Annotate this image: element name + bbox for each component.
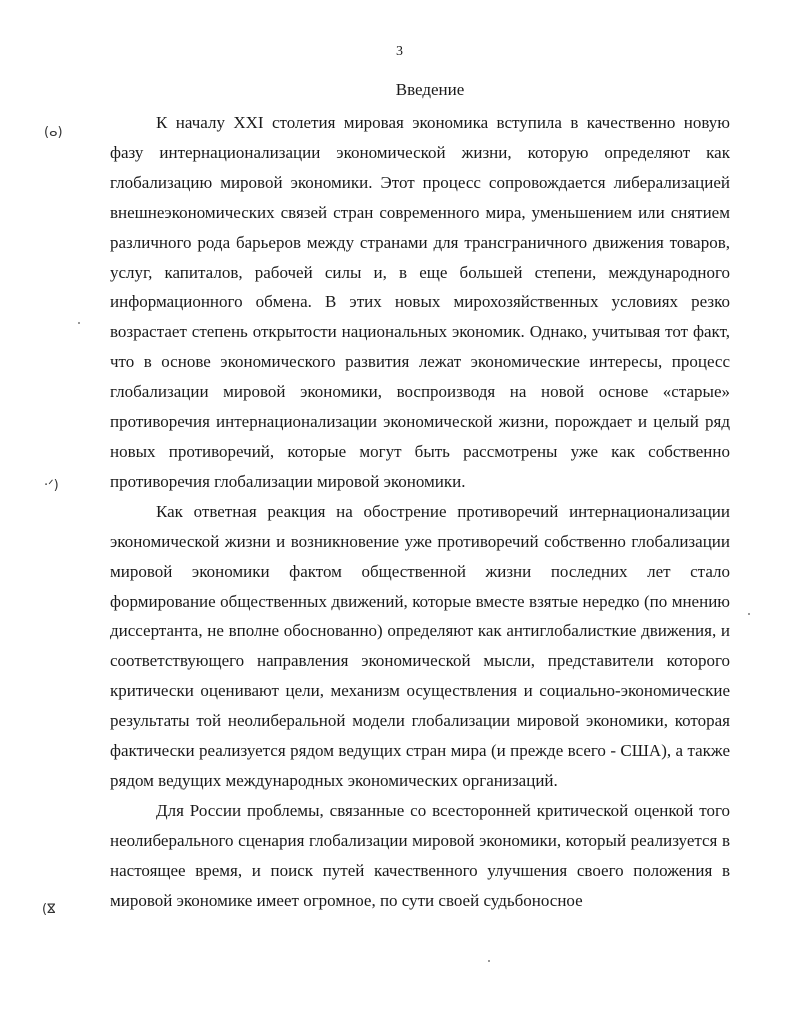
punch-hole-mark-top: (ⴰ) bbox=[44, 125, 63, 140]
scan-speck bbox=[78, 322, 80, 324]
paragraph-3: Для России проблемы, связанные со всесторонней критической оценкой того неолиберального сценария глобализации мировой экономики, который реализуется в настоящее время, и поиск путей качественного улучшения своего положения в мировой экономике имеет огромное, по сути своей судьбоносное bbox=[110, 800, 730, 910]
page-number: 3 bbox=[396, 44, 403, 59]
body-text bbox=[110, 108, 730, 915]
punch-hole-mark-bottom: (ⴵ bbox=[42, 902, 56, 917]
punch-hole-mark-middle: ·ᐟ) bbox=[44, 478, 59, 493]
page-heading: Введение bbox=[395, 80, 465, 99]
paragraph-1: К началу XXI столетия мировая экономика вступила в качественно новую фазу интернационализации экономической жизни, которую определяют как глобализацию мировой экономики. Этот процесс сопровождается либерализацией внешнеэкономических связей стран современного мира, уменьшением или снятием различного рода барьеров между странами для трансграничного движения товаров, услуг, капиталов, рабочей силы и, в еще большей степени, международного информационного обмена. В этих новых мирохозяйственных условиях резко возрастает степень открытости национальных экономик. Однако, учитывая тот факт, что в основе экономического развития лежат экономические интересы, процесс глобализации мировой экономики, воспроизводя на новой основе «старые» противоречия интернационализации экономической жизни, порождает и целый ряд новых противоречий, которые могут быть рассмотрены уже как собственно противоречия глобализации мировой экономики. bbox=[110, 113, 730, 491]
paragraph-2: Как ответная реакция на обострение противоречий интернационализации экономической жизни и возникновение уже противоречий собственно глобализации мировой экономики фактом общественной жизни последних лет стало формирование общественных движений, которые вместе взятые нередко (по мнению диссертанта, не вполне обоснованно) определяют как антиглобалисткие движения, и соответствующего направления экономической мысли, представители которого критически оценивают цели, механизм осуществления и социально-экономические результаты той неолиберальной модели глобализации мировой экономики, которая фактически реализуется рядом ведущих стран мира (и прежде всего - США), а также рядом ведущих международных экономических организаций. bbox=[110, 501, 730, 790]
scan-speck bbox=[488, 960, 490, 962]
scan-speck bbox=[748, 613, 750, 615]
